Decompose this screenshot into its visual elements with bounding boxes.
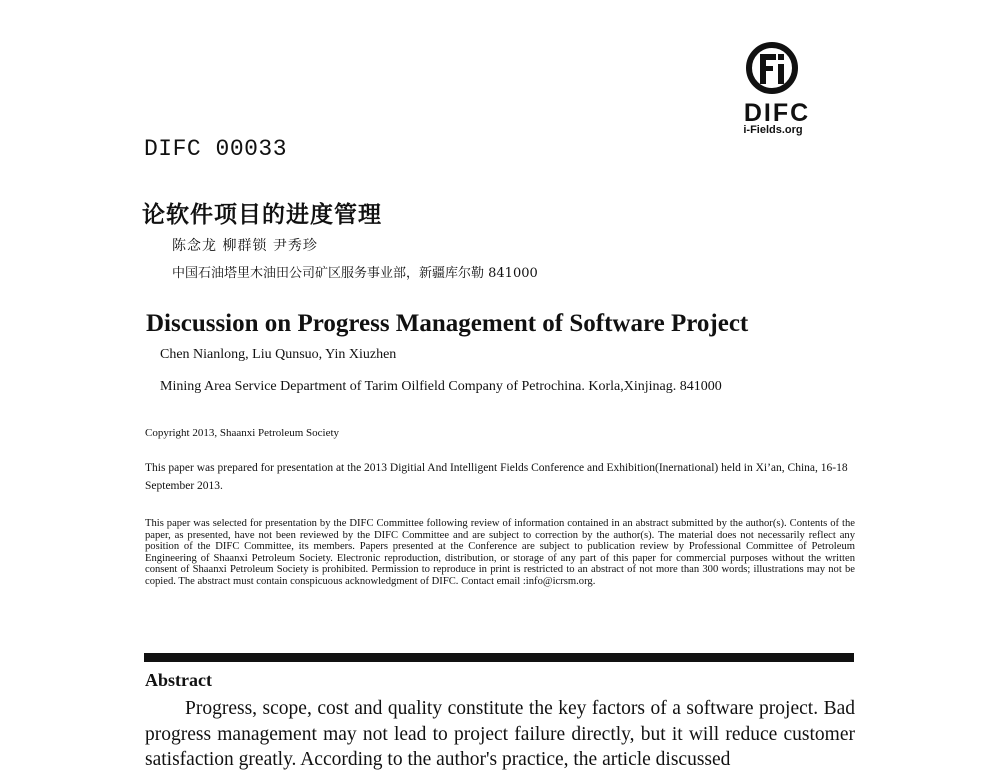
difc-logo	[724, 40, 820, 146]
english-affiliation: Mining Area Service Department of Tarim Oilfield Company of Petrochina. Korla,Xinjinag. 841000	[160, 379, 722, 394]
section-divider	[144, 653, 854, 662]
difc-logo-icon	[746, 40, 798, 98]
abstract-body: Progress, scope, cost and quality constitute the key factors of a software project. Bad progress management may not lead to project failure directly, but it will reduce customer satisfaction greatly. According to the author's practice, the article discussed	[145, 698, 855, 770]
logo-site: i-Fields.org	[743, 124, 803, 136]
chinese-authors: 陈念龙 柳群锁 尹秀珍	[172, 238, 318, 254]
review-notice: This paper was selected for presentation by the DIFC Committee following review of information contained in an abstract submitted by the author(s). Contents of the paper, as presented, have not been reviewed by the DIFC Committee and are subject to correction by the author(s). The material does not necessarily reflect any position of the DIFC Committee, its members. Papers presented at the Conference are subject to publication review by Professional Committee of Petroleum Engineering of Shaanxi Petroleum Society. Electronic reproduction, distribution, or storage of any part of this paper for commercial purposes without the written consent of Shaanxi Petroleum Society is prohibited. Permission to reproduce in print is restricted to an abstract of not more than 300 words; illustrations may not be copied. The abstract must contain conspicuous acknowledgment of DIFC. Contact email :info@icrsm.org.	[145, 518, 855, 587]
english-authors: Chen Nianlong, Liu Qunsuo, Yin Xiuzhen	[160, 347, 397, 362]
logo-name: DIFC	[743, 99, 811, 127]
abstract-heading: Abstract	[145, 670, 212, 690]
chinese-title: 论软件项目的进度管理	[142, 201, 382, 228]
english-title: Discussion on Progress Management of Software Project	[146, 310, 749, 337]
copyright-line: Copyright 2013, Shaanxi Petroleum Society	[145, 427, 340, 439]
prepared-note: This paper was prepared for presentation at the 2013 Digitial And Intelligent Fields Conference and Exhibition(Inernational) held in Xi’an, China, 16-18 September 2013.	[145, 462, 848, 492]
paper-id: DIFC 00033	[144, 136, 288, 162]
chinese-affiliation: 中国石油塔里木油田公司矿区服务事业部，新疆库尔勒 841000	[172, 266, 538, 281]
